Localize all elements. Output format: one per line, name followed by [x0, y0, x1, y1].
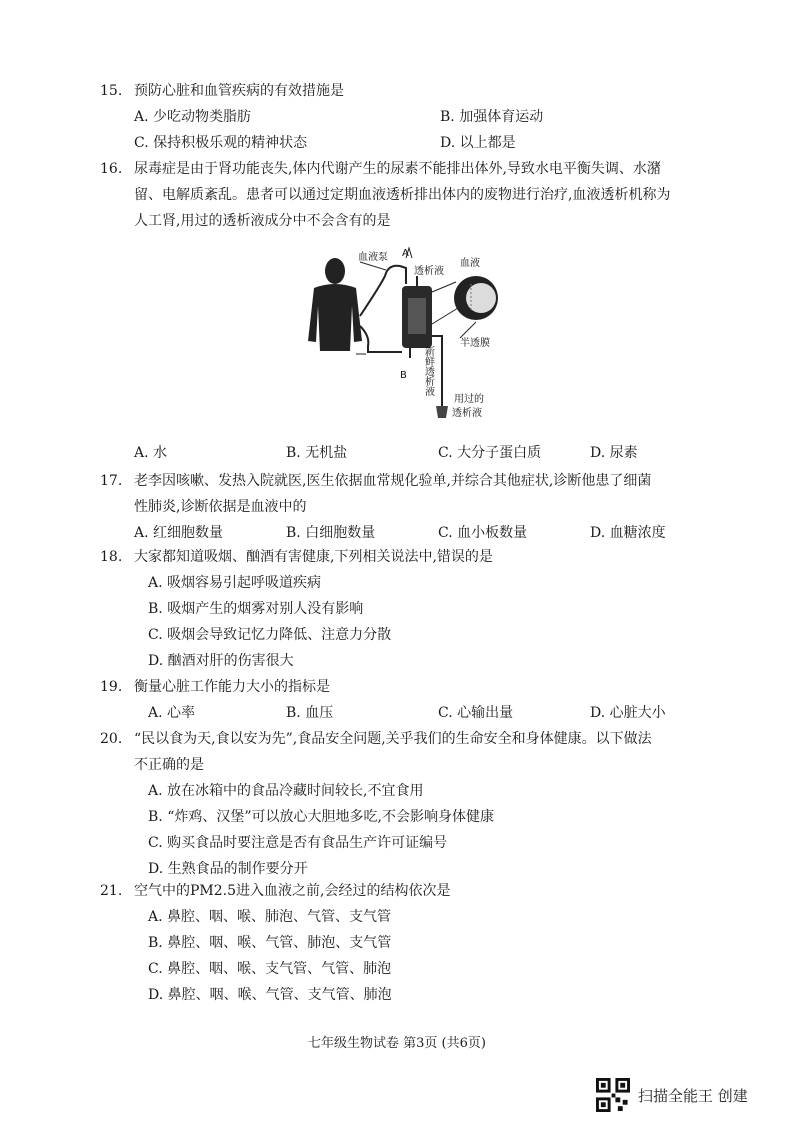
option-a: A. 放在冰箱中的食品冷藏时间较长,不宜食用	[148, 783, 424, 799]
option-d: D. 鼻腔、咽、喉、气管、支气管、肺泡	[148, 987, 392, 1003]
option-d: D. 以上都是	[440, 135, 516, 151]
question-19	[100, 674, 720, 726]
page-footer: 七年级生物试卷 第3页 (共6页)	[308, 1036, 486, 1051]
question-text-cont: 人工肾,用过的透析液成分中不会含有的是	[134, 213, 391, 229]
label-used-2: 透析液	[452, 408, 482, 419]
question-21	[100, 878, 720, 1008]
question-number: 18.	[100, 549, 123, 565]
question-text-cont: 留、电解质紊乱。患者可以通过定期血液透析排出体内的废物进行治疗,血液透析机称为	[134, 187, 671, 203]
human-silhouette-icon	[308, 258, 362, 351]
option-c: C. 大分子蛋白质	[438, 445, 542, 461]
question-text-cont: 不正确的是	[134, 757, 204, 773]
option-a: A. 水	[134, 445, 168, 461]
question-text: 老李因咳嗽、发热入院就医,医生依据血常规化验单,并综合其他症状,诊断他患了细菌	[134, 473, 652, 489]
option-row	[100, 520, 720, 546]
option-a: A. 鼻腔、咽、喉、肺泡、气管、支气管	[148, 909, 392, 925]
label-dialysate: 透析液	[414, 266, 444, 277]
option-d: D. 血糖浓度	[590, 525, 666, 541]
label-membrane: 半透膜	[460, 338, 490, 349]
option-row	[100, 700, 720, 726]
question-18	[100, 544, 720, 674]
question-text: 空气中的PM2.5进入血液之前,会经过的结构依次是	[134, 883, 451, 899]
label-fresh-dialysate: 新鲜透析液	[422, 346, 434, 396]
question-number: 15.	[100, 83, 123, 99]
question-number: 16.	[100, 161, 123, 177]
question-16	[100, 156, 720, 234]
option-b: B. 鼻腔、咽、喉、气管、肺泡、支气管	[148, 935, 392, 951]
option-row	[100, 440, 720, 466]
option-b: B. 吸烟产生的烟雾对别人没有影响	[148, 601, 364, 617]
question-text: 衡量心脏工作能力大小的指标是	[134, 679, 330, 695]
scanner-watermark	[596, 1078, 748, 1112]
option-d: D. 生熟食品的制作要分开	[148, 861, 308, 877]
option-a: A. 少吃动物类脂肪	[134, 109, 252, 125]
option-c: C. 鼻腔、咽、喉、支气管、气管、肺泡	[148, 961, 392, 977]
tube-in	[360, 266, 406, 316]
watermark-text: 扫描全能王 创建	[638, 1086, 748, 1105]
question-number: 17.	[100, 473, 123, 489]
option-d: D. 心脏大小	[590, 705, 666, 721]
label-used-1: 用过的	[454, 394, 484, 405]
label-b: B	[400, 370, 407, 381]
question-number: 19.	[100, 679, 123, 695]
label-a: A	[402, 248, 409, 259]
option-b: B. 血压	[286, 705, 334, 721]
option-c: C. 血小板数量	[438, 525, 528, 541]
option-d: D. 尿素	[590, 445, 638, 461]
qr-code-icon	[596, 1078, 630, 1112]
option-c: C. 购买食品时要注意是否有食品生产许可证编号	[148, 835, 448, 851]
question-text: 大家都知道吸烟、酗酒有害健康,下列相关说法中,错误的是	[134, 549, 493, 565]
option-a: A. 红细胞数量	[134, 525, 224, 541]
option-row	[100, 104, 720, 130]
question-text-cont: 性肺炎,诊断依据是血液中的	[134, 499, 307, 515]
option-b: B. “炸鸡、汉堡”可以放心大胆地多吃,不会影响身体健康	[148, 809, 494, 825]
option-a: A. 吸烟容易引起呼吸道疾病	[148, 575, 322, 591]
label-pump: 血液泵	[358, 252, 388, 263]
question-text: 尿毒症是由于肾功能丧失,体内代谢产生的尿素不能排出体外,导致水电平衡失调、水潴	[134, 161, 661, 177]
question-15	[100, 78, 720, 156]
label-blood: 血液	[460, 258, 480, 269]
question-number: 20.	[100, 731, 123, 747]
option-c: C. 保持积极乐观的精神状态	[134, 135, 308, 151]
tube-out	[360, 326, 402, 352]
question-16-options	[100, 440, 720, 466]
option-c: C. 心输出量	[438, 705, 514, 721]
option-c: C. 吸烟会导致记忆力降低、注意力分散	[148, 627, 392, 643]
question-text: 预防心脏和血管疾病的有效措施是	[134, 83, 344, 99]
dialysis-diagram	[300, 246, 520, 426]
question-number: 21.	[100, 883, 123, 899]
question-20	[100, 726, 720, 882]
option-d: D. 酗酒对肝的伤害很大	[148, 653, 294, 669]
option-a: A. 心率	[148, 705, 196, 721]
option-b: B. 白细胞数量	[286, 525, 376, 541]
option-row	[100, 130, 720, 156]
option-b: B. 无机盐	[286, 445, 348, 461]
option-b: B. 加强体育运动	[440, 109, 544, 125]
question-text: “民以食为天,食以安为先”,食品安全问题,关乎我们的生命安全和身体健康。以下做法	[134, 731, 652, 747]
question-17	[100, 468, 720, 546]
